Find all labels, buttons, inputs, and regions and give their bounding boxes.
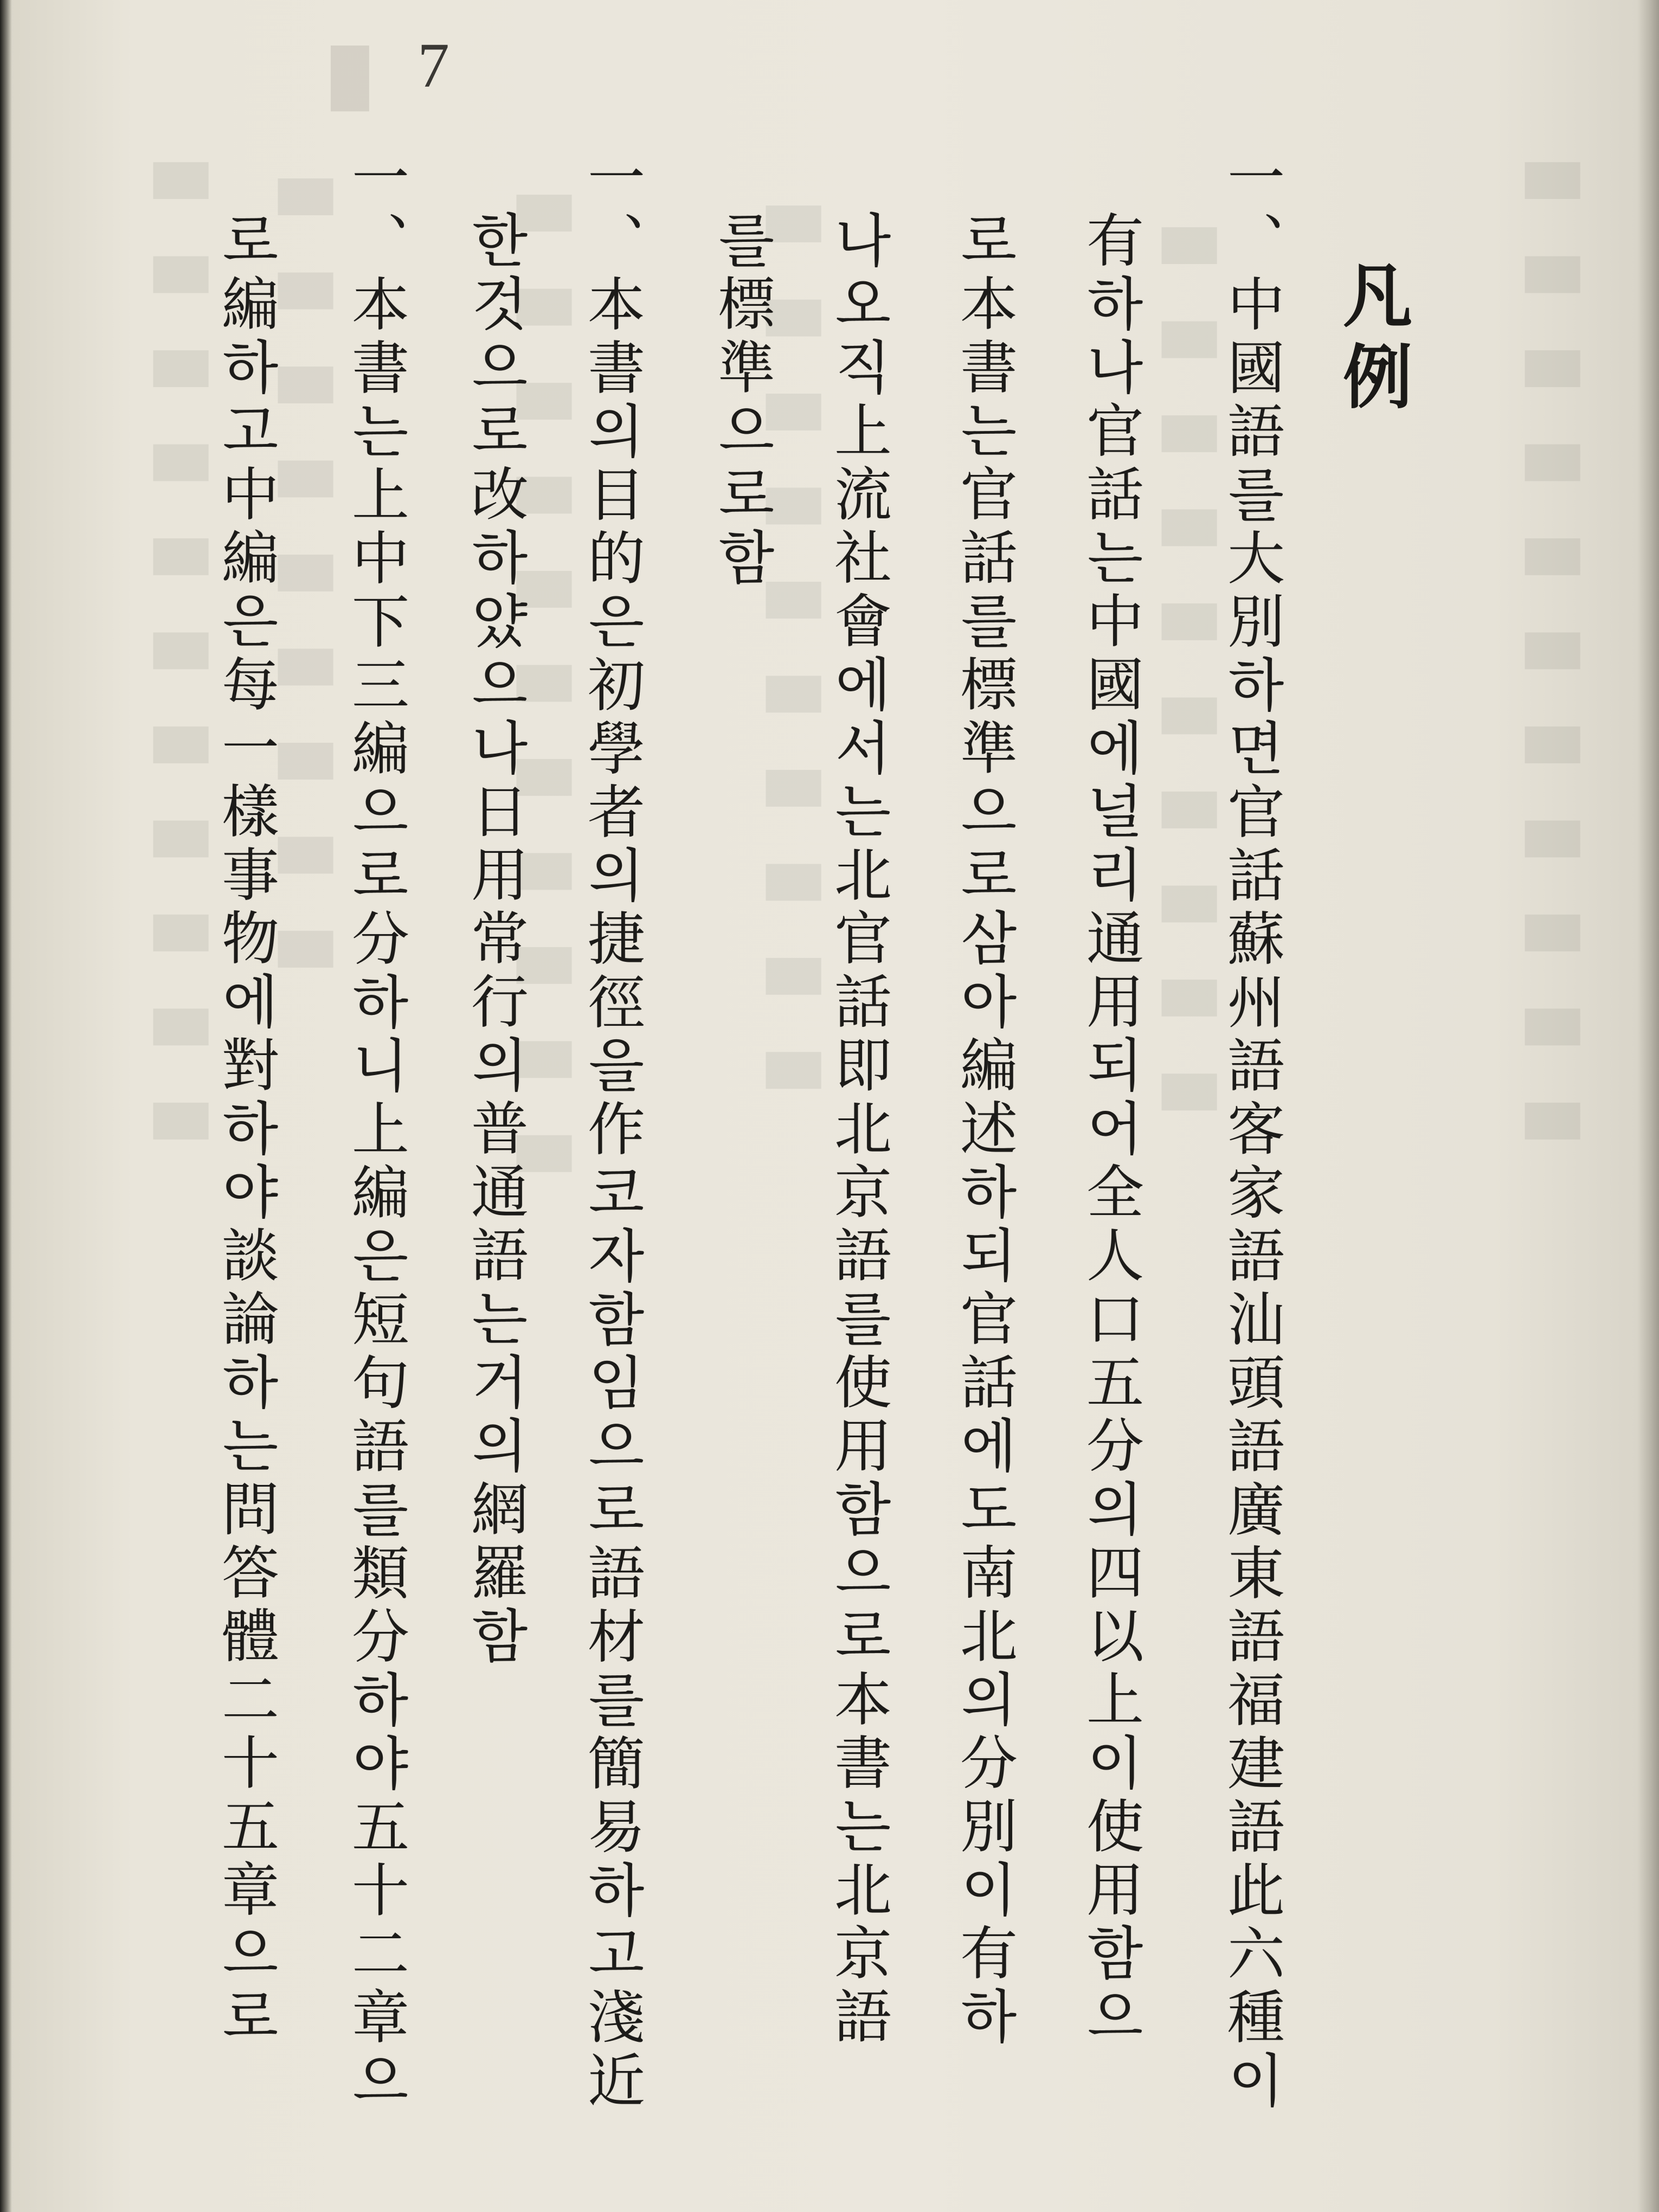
bleed-through-texture: █ █ █ █ █ █ █ █ █ █ █ bbox=[1525, 163, 1579, 1161]
bleed-through-texture: █ █ █ █ █ █ █ █ █ █ █ bbox=[153, 163, 208, 1161]
text-column: 나오직上流社會에서는北官話即北京語를使用함으로本書는北京語 bbox=[825, 210, 892, 2050]
page-number: 7 bbox=[417, 30, 449, 101]
text-column: 有하나官話는中國에널리通用되어全人口五分의四以上이使用함으 bbox=[1077, 210, 1144, 2050]
text-column: 를標準으로함 bbox=[709, 210, 775, 591]
text-column: 한것으로改하얐으나日用常行의普通語는거의網羅함 bbox=[462, 210, 529, 1669]
page-edge-shadow bbox=[1637, 0, 1659, 2212]
text-column: 一、中國語를大別하면官話蘇州語客家語汕頭語廣東語福建語此六種이 bbox=[1218, 147, 1285, 2114]
bleed-through-texture: █ █ █ █ █ █ █ █ █ █ █ bbox=[517, 195, 571, 1193]
page-gutter-shadow bbox=[0, 0, 12, 2212]
bleed-through-texture: █ █ █ █ █ █ █ █ █ █ bbox=[1162, 228, 1216, 1132]
text-column: 一、本書는上中下三編으로分하니上編은短句語를類分하야五十二章으 bbox=[343, 147, 409, 2114]
bleed-through-texture: █ bbox=[331, 47, 369, 107]
bleed-through-texture: █ █ █ █ █ █ █ █ █ bbox=[278, 179, 332, 989]
section-title: 凡例 bbox=[1331, 259, 1412, 422]
text-column: 로編하고中編은每一樣事物에對하야談論하는問答體二十五章으로 bbox=[213, 210, 279, 2050]
text-column: 一、本書의目的은初學者의捷徑을作코자함임으로語材를簡易하고淺近 bbox=[578, 147, 645, 2114]
text-column: 로本書는官話를標準으로삼아編述하되官話에도南北의分別이有하 bbox=[951, 210, 1018, 2050]
bleed-through-texture: █ █ █ █ █ █ █ █ █ █ bbox=[766, 206, 820, 1110]
